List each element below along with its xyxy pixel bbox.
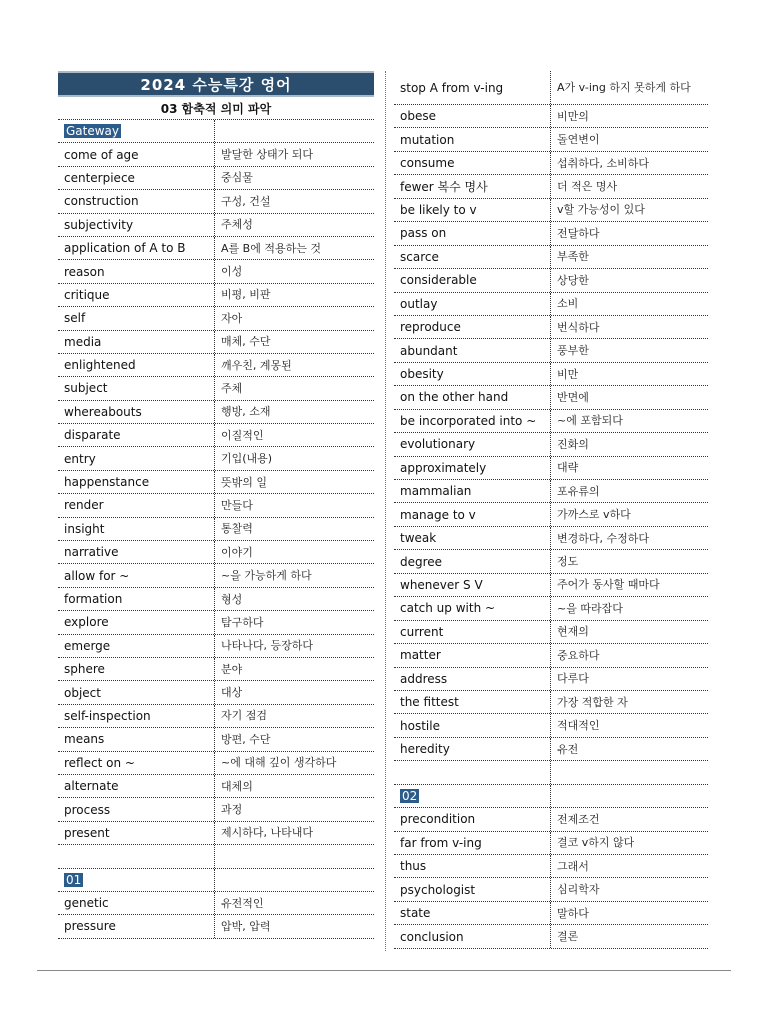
vocab-row: [58, 284, 374, 307]
vocab-row: [394, 363, 708, 386]
english-term-cell: [58, 681, 215, 703]
vocab-row: [394, 855, 708, 878]
english-term-cell: [58, 775, 215, 797]
english-term: critique: [64, 287, 110, 302]
english-term: pressure: [64, 919, 116, 934]
korean-meaning: 만들다: [221, 498, 253, 512]
english-term: reason: [64, 264, 105, 279]
english-term-cell: [58, 167, 215, 189]
korean-meaning: 유전: [557, 742, 579, 756]
english-term: psychologist: [400, 882, 476, 897]
english-term-cell: [394, 503, 551, 525]
english-term-cell: [58, 822, 215, 844]
english-term-cell: [394, 550, 551, 572]
korean-meaning: 대체의: [221, 779, 253, 793]
section-header-row: [58, 120, 374, 143]
korean-meaning: 비평, 비판: [221, 288, 271, 302]
korean-meaning: 이성: [221, 265, 243, 279]
vocab-row: [394, 597, 708, 620]
english-term: obese: [400, 109, 436, 124]
vocab-row: [58, 424, 374, 447]
vocab-row: [394, 668, 708, 691]
korean-meaning: 풍부한: [557, 344, 589, 358]
english-term-cell: [58, 354, 215, 376]
vocab-row: [58, 471, 374, 494]
vocab-row: [394, 878, 708, 901]
english-term-cell: [394, 339, 551, 361]
vocab-row: [58, 167, 374, 190]
english-term: narrative: [64, 545, 119, 560]
vocab-row: [394, 316, 708, 339]
korean-meaning: ~을 따라잡다: [557, 601, 623, 615]
vocab-row: [58, 822, 374, 845]
english-term: entry: [64, 451, 96, 466]
english-term-cell: [394, 152, 551, 174]
english-term-cell: [394, 128, 551, 150]
vocab-row: [58, 331, 374, 354]
english-term-cell: [58, 892, 215, 914]
korean-meaning: 결론: [557, 930, 579, 944]
english-term: hostile: [400, 718, 440, 733]
right-column: [394, 71, 708, 949]
english-term-cell: [58, 845, 215, 867]
english-term-cell: [394, 597, 551, 619]
korean-meaning: 더 적은 명사: [557, 180, 618, 194]
english-term-cell: [58, 588, 215, 610]
vocab-row: [58, 541, 374, 564]
english-term-cell: [58, 564, 215, 586]
korean-meaning: 나타나다, 등장하다: [221, 639, 314, 653]
english-term-cell: [394, 621, 551, 643]
english-term: object: [64, 685, 101, 700]
vocab-row: [58, 658, 374, 681]
english-term-cell: [58, 494, 215, 516]
korean-meaning: 발달한 상태가 되다: [221, 148, 314, 162]
english-term: be likely to v: [400, 202, 477, 217]
korean-meaning: 비만의: [557, 109, 589, 123]
korean-meaning: 주체: [221, 381, 243, 395]
korean-meaning: 분야: [221, 662, 243, 676]
korean-meaning: ~에 포함되다: [557, 414, 623, 428]
english-term: evolutionary: [400, 437, 476, 452]
korean-meaning: 상당한: [557, 273, 589, 287]
english-term: explore: [64, 615, 109, 630]
english-term: stop A from v-ing: [400, 80, 504, 95]
korean-meaning: 통찰력: [221, 522, 253, 536]
korean-meaning: 이질적인: [221, 428, 264, 442]
vocab-row: [58, 143, 374, 166]
english-term-cell: [394, 293, 551, 315]
english-term-cell: [394, 316, 551, 338]
english-term-cell: [394, 714, 551, 736]
english-term: address: [400, 671, 448, 686]
english-term-cell: [58, 143, 215, 165]
english-term-cell: [394, 925, 551, 947]
vocab-row: [394, 550, 708, 573]
korean-meaning: 가장 적합한 자: [557, 695, 628, 709]
english-term-cell: [58, 447, 215, 469]
english-term-cell: [394, 363, 551, 385]
korean-meaning: A가 v-ing 하지 못하게 하다: [557, 81, 691, 94]
vocab-row: [58, 775, 374, 798]
korean-meaning: 반면에: [557, 390, 589, 404]
english-term-cell: [58, 260, 215, 282]
english-term: application of A to B: [64, 241, 186, 256]
left-column: [58, 71, 374, 939]
vocab-row: [394, 527, 708, 550]
korean-meaning: 대략: [557, 461, 579, 475]
column-divider: [385, 71, 386, 951]
page-subtitle: 03 함축적 의미 파악: [58, 97, 374, 120]
english-term-cell: [58, 401, 215, 423]
section-header-row: [58, 869, 374, 892]
english-term: sphere: [64, 662, 105, 677]
korean-meaning: 그래서: [557, 859, 589, 873]
vocab-row: [394, 128, 708, 151]
english-term: insight: [64, 521, 105, 536]
vocab-row: [58, 564, 374, 587]
english-term: considerable: [400, 273, 477, 288]
english-term-cell: [58, 424, 215, 446]
english-term-cell: [394, 644, 551, 666]
korean-meaning: 말하다: [557, 906, 589, 920]
english-term: heredity: [400, 742, 450, 757]
vocab-row: [58, 190, 374, 213]
english-term-cell: [394, 738, 551, 760]
vocab-row: [58, 728, 374, 751]
english-term: on the other hand: [400, 390, 509, 405]
korean-meaning: 전제조건: [557, 812, 600, 826]
english-term: manage to v: [400, 507, 476, 522]
english-term: reproduce: [400, 320, 461, 335]
english-term-cell: [394, 222, 551, 244]
english-term: whereabouts: [64, 404, 142, 419]
vocab-row: [58, 214, 374, 237]
english-term: current: [400, 624, 444, 639]
english-term: means: [64, 732, 105, 747]
korean-meaning: 매체, 수단: [221, 335, 271, 349]
english-term-cell: [394, 269, 551, 291]
vocab-row: [58, 377, 374, 400]
english-term-cell: [58, 284, 215, 306]
english-term-cell: [58, 728, 215, 750]
korean-meaning: 현재의: [557, 625, 589, 639]
vocab-row: [394, 152, 708, 175]
left-vocab-table: [58, 120, 374, 939]
vocab-row: [394, 574, 708, 597]
english-term-cell: [58, 307, 215, 329]
english-term-cell: [58, 798, 215, 820]
vocab-row: [394, 925, 708, 948]
english-term: centerpiece: [64, 170, 135, 185]
korean-meaning: 뜻밖의 일: [221, 475, 268, 489]
korean-meaning: ~에 대해 깊이 생각하다: [221, 756, 337, 770]
english-term: mammalian: [400, 484, 472, 499]
vocab-row: [394, 761, 708, 784]
korean-meaning: 압박, 압력: [221, 919, 271, 933]
english-term: tweak: [400, 531, 437, 546]
vocab-row: [394, 386, 708, 409]
english-term-cell: [394, 199, 551, 221]
english-term: far from v-ing: [400, 835, 482, 850]
page-title: 2024 수능특강 영어: [140, 75, 292, 94]
english-term-cell: [58, 635, 215, 657]
korean-meaning: ~을 가능하게 하다: [221, 569, 312, 583]
vocab-row: [394, 644, 708, 667]
english-term-cell: [394, 808, 551, 830]
korean-meaning: 진화의: [557, 437, 589, 451]
korean-meaning: 전달하다: [557, 226, 600, 240]
english-term-cell: [394, 527, 551, 549]
korean-meaning: A를 B에 적용하는 것: [221, 241, 321, 255]
vocab-row: [58, 494, 374, 517]
korean-meaning: 탐구하다: [221, 615, 264, 629]
korean-meaning: 구성, 건설: [221, 194, 271, 208]
english-term: obesity: [400, 367, 444, 382]
korean-meaning: 가까스로 v하다: [557, 508, 631, 522]
section-label: Gateway: [66, 124, 120, 139]
korean-meaning: 형성: [221, 592, 243, 606]
vocab-row: [394, 457, 708, 480]
korean-meaning: 비만: [557, 367, 579, 381]
vocab-row: [394, 246, 708, 269]
korean-meaning: 변경하다, 수정하다: [557, 531, 650, 545]
english-term-cell: [394, 668, 551, 690]
vocab-row: [394, 339, 708, 362]
korean-meaning: 결코 v하지 않다: [557, 836, 635, 850]
korean-meaning: 섭취하다, 소비하다: [557, 156, 650, 170]
korean-meaning: 이야기: [221, 545, 253, 559]
english-term: catch up with ~: [400, 601, 496, 616]
korean-meaning: 부족한: [557, 250, 589, 264]
korean-meaning: 소비: [557, 297, 579, 311]
english-term-cell: [58, 214, 215, 236]
english-term: the fittest: [400, 695, 459, 710]
english-term-cell: [394, 433, 551, 455]
korean-meaning: 유전적인: [221, 896, 264, 910]
vocab-row: [58, 447, 374, 470]
english-term: self: [64, 311, 86, 326]
english-term: abundant: [400, 343, 458, 358]
english-term: outlay: [400, 296, 438, 311]
english-term: fewer 복수 명사: [400, 180, 488, 195]
korean-meaning: 자아: [221, 311, 243, 325]
korean-meaning: v할 가능성이 있다: [557, 203, 645, 217]
vocab-row: [394, 621, 708, 644]
english-term-cell: [394, 457, 551, 479]
vocab-row: [58, 611, 374, 634]
vocab-row: [58, 588, 374, 611]
english-term: mutation: [400, 132, 455, 147]
english-term: subject: [64, 381, 108, 396]
korean-meaning: 주어가 동사할 때마다: [557, 578, 660, 592]
korean-meaning: 번식하다: [557, 320, 600, 334]
english-term-cell: [394, 480, 551, 502]
english-term-cell: [394, 71, 551, 104]
korean-meaning: 적대적인: [557, 719, 600, 733]
english-term-cell: [58, 752, 215, 774]
english-term: be incorporated into ~: [400, 413, 537, 428]
vocab-row: [394, 480, 708, 503]
vocab-row: [394, 269, 708, 292]
korean-meaning: 다루다: [557, 672, 589, 686]
english-term: scarce: [400, 249, 439, 264]
english-term-cell: [58, 377, 215, 399]
english-term: formation: [64, 592, 123, 606]
title-banner: [58, 71, 374, 97]
vocab-row: [58, 705, 374, 728]
vocab-row: [58, 237, 374, 260]
english-term-cell: [58, 658, 215, 680]
section-label: 01: [66, 872, 82, 887]
footer-divider: [37, 970, 731, 971]
korean-meaning: 중심물: [221, 171, 253, 185]
english-term-cell: [58, 190, 215, 212]
english-term-cell: [394, 691, 551, 713]
english-term-cell: [394, 386, 551, 408]
vocab-row: [58, 681, 374, 704]
english-term: present: [64, 825, 110, 840]
korean-meaning: 행방, 소재: [221, 405, 271, 419]
section-header-row: [394, 785, 708, 808]
english-term-cell: [58, 705, 215, 727]
english-term: enlightened: [64, 358, 136, 373]
english-term-cell: [394, 105, 551, 127]
english-term: conclusion: [400, 929, 464, 944]
korean-meaning: 포유류의: [557, 484, 600, 498]
vocab-row: [394, 503, 708, 526]
english-term: process: [64, 802, 111, 817]
english-term: media: [64, 334, 102, 349]
vocab-row: [394, 71, 708, 105]
english-term: reflect on ~: [64, 755, 135, 770]
english-term: whenever S V: [400, 577, 483, 592]
vocab-row: [58, 892, 374, 915]
english-term: allow for ~: [64, 568, 130, 583]
english-term-cell: [394, 902, 551, 924]
english-term: subjectivity: [64, 217, 134, 232]
english-term: consume: [400, 156, 455, 171]
english-term-cell: [394, 175, 551, 197]
english-term: approximately: [400, 460, 487, 475]
english-term: thus: [400, 859, 427, 874]
section-label: 02: [402, 788, 418, 803]
vocab-row: [394, 714, 708, 737]
english-term-cell: [394, 832, 551, 854]
korean-meaning: 깨우친, 계몽된: [221, 358, 292, 372]
english-term: state: [400, 906, 431, 921]
korean-meaning: 심리학자: [557, 883, 600, 897]
english-term: pass on: [400, 226, 447, 241]
english-term: self-inspection: [64, 708, 151, 723]
vocab-row: [58, 798, 374, 821]
vocab-row: [58, 518, 374, 541]
vocab-row: [394, 902, 708, 925]
vocab-row: [394, 832, 708, 855]
korean-meaning: 기입(내용): [221, 452, 273, 466]
english-term-cell: [58, 541, 215, 563]
vocab-row: [394, 293, 708, 316]
english-term-cell: [58, 120, 215, 142]
english-term: genetic: [64, 896, 109, 911]
vocab-row: [58, 752, 374, 775]
vocab-row: [58, 260, 374, 283]
vocab-row: [394, 738, 708, 761]
english-term: render: [64, 498, 104, 513]
english-term-cell: [394, 785, 551, 807]
english-term: construction: [64, 194, 139, 209]
korean-meaning: 대상: [221, 686, 243, 700]
english-term: degree: [400, 554, 443, 569]
english-term: matter: [400, 648, 441, 663]
english-term: come of age: [64, 147, 139, 162]
vocab-row: [58, 845, 374, 868]
vocab-row: [394, 105, 708, 128]
korean-meaning: 과정: [221, 803, 243, 817]
vocab-row: [394, 691, 708, 714]
korean-meaning: 돌연변이: [557, 133, 600, 147]
korean-meaning: 주체성: [221, 218, 253, 232]
korean-meaning: 자기 점검: [221, 709, 268, 723]
english-term-cell: [58, 331, 215, 353]
vocab-row: [394, 222, 708, 245]
english-term-cell: [394, 574, 551, 596]
right-vocab-table: [394, 71, 708, 949]
vocab-row: [58, 635, 374, 658]
english-term-cell: [394, 855, 551, 877]
english-term-cell: [58, 237, 215, 259]
vocab-row: [394, 175, 708, 198]
korean-meaning: 제시하다, 나타내다: [221, 826, 314, 840]
english-term: precondition: [400, 812, 476, 827]
vocab-row: [394, 410, 708, 433]
english-term: alternate: [64, 779, 119, 794]
korean-meaning: 정도: [557, 555, 579, 569]
korean-meaning: 중요하다: [557, 648, 600, 662]
korean-meaning: 방편, 수단: [221, 732, 271, 746]
vocab-row: [394, 199, 708, 222]
english-term: happenstance: [64, 475, 150, 490]
english-term-cell: [394, 246, 551, 268]
english-term-cell: [58, 915, 215, 937]
english-term-cell: [394, 410, 551, 432]
english-term-cell: [58, 518, 215, 540]
english-term-cell: [394, 761, 551, 783]
vocab-row: [394, 808, 708, 831]
english-term: emerge: [64, 638, 111, 653]
english-term: disparate: [64, 428, 121, 443]
english-term-cell: [58, 471, 215, 493]
vocab-row: [394, 433, 708, 456]
vocab-row: [58, 307, 374, 330]
vocab-row: [58, 354, 374, 377]
english-term-cell: [58, 869, 215, 891]
vocab-row: [58, 401, 374, 424]
english-term-cell: [394, 878, 551, 900]
vocab-row: [58, 915, 374, 938]
english-term-cell: [58, 611, 215, 633]
